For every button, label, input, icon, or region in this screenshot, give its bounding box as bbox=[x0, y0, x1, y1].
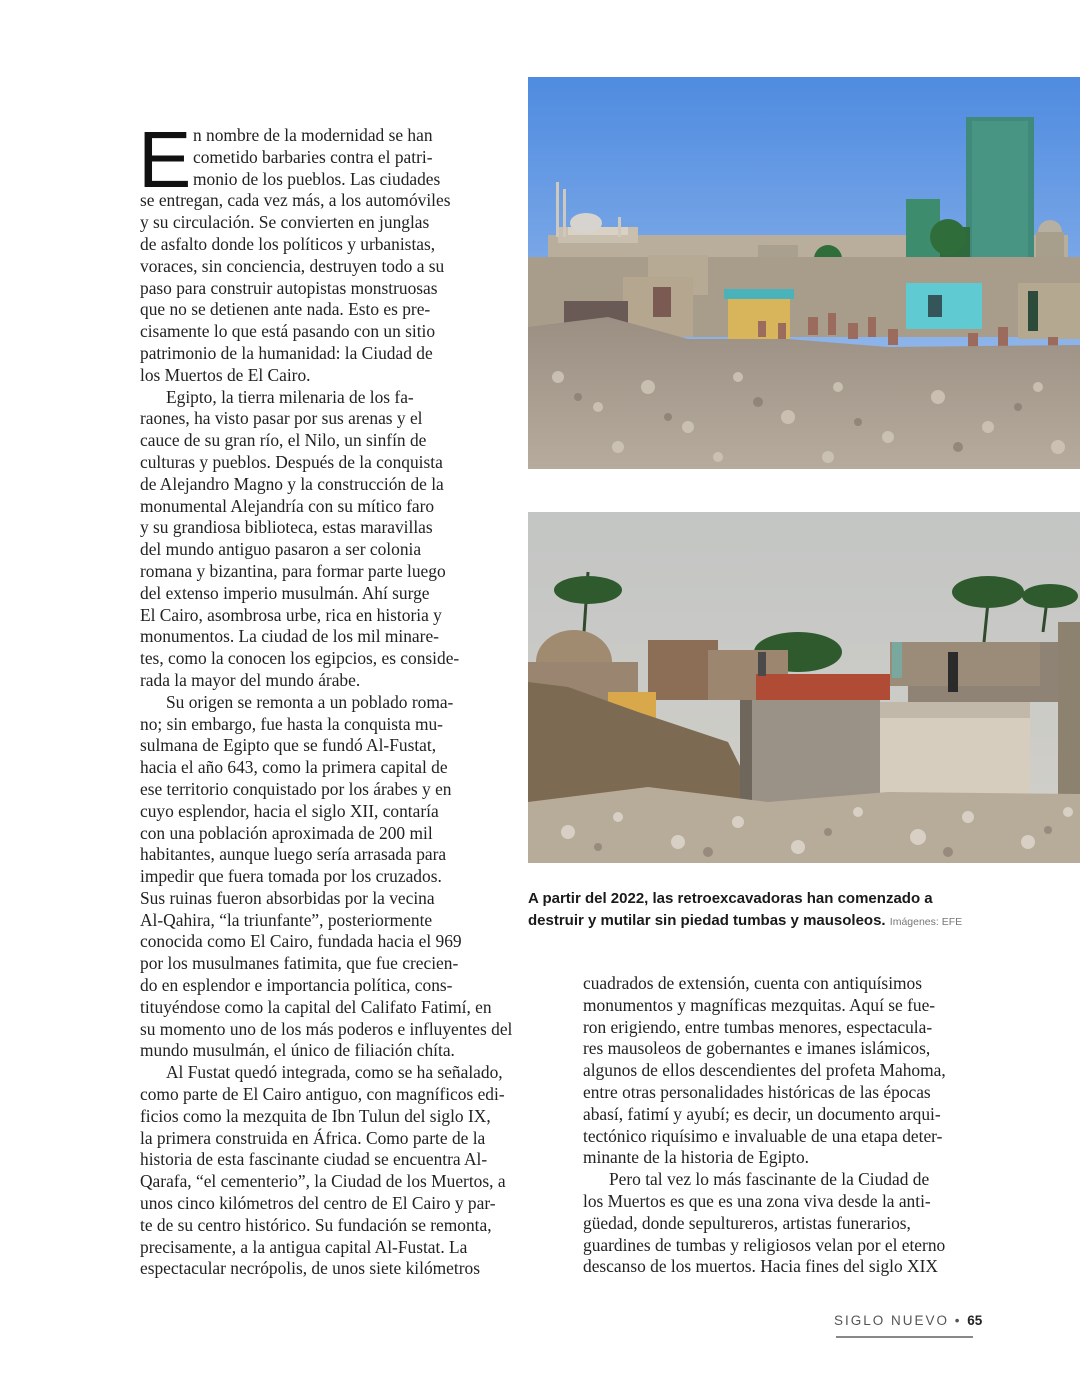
text-line: los Muertos de El Cairo. bbox=[140, 364, 311, 385]
folio-separator: • bbox=[954, 1313, 962, 1328]
article-column-right bbox=[583, 973, 987, 1278]
text-line: descanso de los muertos. Hacia fines del siglo XIX bbox=[583, 1256, 938, 1277]
article-column-left bbox=[138, 115, 544, 1280]
text-line: tectónico riquísimo e invaluable de una etapa deter- bbox=[583, 1125, 943, 1146]
text-line: que no se detienen ante nada. Esto es pre- bbox=[140, 299, 431, 320]
text-line: monumentos y magníficas mezquitas. Aquí se fue- bbox=[583, 994, 936, 1015]
text-line: guardines de tumbas y religiosos velan por el eterno bbox=[583, 1234, 946, 1255]
text-line: y su grandiosa biblioteca, estas maravillas bbox=[140, 517, 433, 538]
article-paragraph bbox=[140, 692, 544, 1063]
text-line: como parte de El Cairo antiguo, con magníficos edi- bbox=[140, 1084, 505, 1105]
text-line: n nombre de la modernidad se han bbox=[193, 125, 433, 145]
text-line: por los musulmanes fatimita, que fue crecien- bbox=[140, 953, 459, 974]
text-line: los Muertos es que es una zona viva desde la anti- bbox=[583, 1190, 931, 1211]
text-line: monumentos. La ciudad de los mil minare- bbox=[140, 626, 439, 647]
text-line: algunos de ellos descendientes del profeta Mahoma, bbox=[583, 1060, 946, 1081]
text-line: tes, como la conocen los egipcios, es conside- bbox=[140, 648, 460, 669]
article-paragraph bbox=[140, 1062, 544, 1280]
text-line: del mundo antiguo pasaron a ser colonia bbox=[140, 539, 422, 560]
text-line: ficios como la mezquita de Ibn Tulun del siglo IX, bbox=[140, 1105, 491, 1126]
folio-rule bbox=[836, 1336, 973, 1338]
text-line: te de su centro histórico. Su fundación se remonta, bbox=[140, 1214, 492, 1235]
text-line: y su circulación. Se convierten en junglas bbox=[140, 212, 430, 233]
article-paragraph bbox=[583, 973, 987, 1169]
text-line: voraces, sin conciencia, destruyen todo a su bbox=[140, 255, 445, 276]
text-line: impedir que fuera tomada por los cruzados. bbox=[140, 866, 442, 887]
page-number: 65 bbox=[967, 1313, 983, 1328]
text-line: espectacular necrópolis, de unos siete kilómetros bbox=[140, 1258, 480, 1279]
text-line: cometido barbaries contra el patri- bbox=[193, 146, 433, 167]
text-line: no; sin embargo, fue hasta la conquista mu- bbox=[140, 713, 443, 734]
text-line: Egipto, la tierra milenaria de los fa- bbox=[166, 386, 414, 407]
text-line: ron erigiendo, entre tumbas menores, espectacula- bbox=[583, 1016, 933, 1037]
text-line: rada la mayor del mundo árabe. bbox=[140, 669, 361, 690]
text-line: precisamente, a la antigua capital Al-Fustat. La bbox=[140, 1236, 468, 1257]
text-line: ese territorio conquistado por los árabes y en bbox=[140, 778, 452, 799]
text-line: raones, ha visto pasar por sus arenas y el bbox=[140, 408, 423, 429]
text-line: se entregan, cada vez más, a los automóviles bbox=[140, 190, 451, 211]
photo-caption bbox=[528, 888, 998, 933]
text-line: cuadrados de extensión, cuenta con antiquísimos bbox=[583, 973, 923, 993]
text-line: la primera construida en África. Como parte de la bbox=[140, 1127, 486, 1148]
text-line: conocida como El Cairo, fundada hacia el 969 bbox=[140, 931, 462, 952]
text-line: romana y bizantina, para formar parte luego bbox=[140, 560, 446, 581]
text-line: cuyo esplendor, hacia el siglo XII, contaría bbox=[140, 800, 439, 821]
text-line: do en esplendor e importancia política, cons- bbox=[140, 975, 453, 996]
text-line: res mausoleos de gobernantes e imanes islámicos, bbox=[583, 1038, 931, 1059]
text-line: del extenso imperio musulmán. Ahí surge bbox=[140, 582, 430, 603]
text-line: cisamente lo que está pasando con un sitio bbox=[140, 321, 436, 342]
photo-cemetery-demolition bbox=[528, 77, 1080, 469]
text-line: monio de los pueblos. Las ciudades bbox=[193, 168, 441, 189]
publication-name: SIGLO NUEVO bbox=[834, 1313, 950, 1328]
text-line: El Cairo, asombrosa urbe, rica en historia y bbox=[140, 604, 442, 625]
text-line: mundo musulmán, el único de filiación chíta. bbox=[140, 1040, 455, 1061]
text-line: entre otras personalidades históricas de las épocas bbox=[583, 1081, 931, 1102]
text-line: patrimonio de la humanidad: la Ciudad de bbox=[140, 342, 433, 363]
text-line: con una población aproximada de 200 mil bbox=[140, 822, 433, 843]
text-line: Al Fustat quedó integrada, como se ha señalado, bbox=[166, 1062, 503, 1083]
text-line: hacia el año 643, como la primera capital de bbox=[140, 757, 448, 778]
text-line: tituyéndose como la capital del Califato Fatimí, en bbox=[140, 996, 492, 1017]
text-line: de asfalto donde los políticos y urbanistas, bbox=[140, 233, 436, 254]
text-line: cauce de su gran río, el Nilo, un sinfín de bbox=[140, 430, 427, 451]
text-line: abasí, fatimí y ayubí; es decir, un documento arqui- bbox=[583, 1103, 941, 1124]
text-line: su momento uno de los más poderos e influyentes del bbox=[140, 1018, 513, 1039]
drop-cap: E bbox=[138, 115, 192, 204]
text-line: güedad, donde sepultureros, artistas funerarios, bbox=[583, 1212, 911, 1233]
text-line: sulmana de Egipto que se fundó Al-Fustat, bbox=[140, 735, 437, 756]
text-line: paso para construir autopistas monstruosas bbox=[140, 277, 438, 298]
text-line: monumental Alejandría con su mítico faro bbox=[140, 495, 435, 516]
article-paragraph bbox=[583, 1169, 987, 1278]
photo-demolished-mausoleum bbox=[528, 512, 1080, 863]
photo-credit: Imágenes: EFE bbox=[889, 916, 963, 928]
caption-line-2: destruir y mutilar sin piedad tumbas y mausoleos. bbox=[528, 912, 886, 929]
text-line: Al-Qahira, “la triunfante”, posteriormente bbox=[140, 909, 433, 930]
text-line: Pero tal vez lo más fascinante de la Ciudad de bbox=[609, 1169, 930, 1190]
text-line: unos cinco kilómetros del centro de El Cairo y par- bbox=[140, 1193, 496, 1214]
article-paragraph bbox=[138, 115, 544, 387]
text-line: culturas y pueblos. Después de la conquista bbox=[140, 451, 443, 472]
page-folio bbox=[834, 1313, 983, 1328]
article-paragraph bbox=[140, 387, 544, 692]
text-line: de Alejandro Magno y la construcción de la bbox=[140, 473, 444, 494]
text-line: historia de esta fascinante ciudad se encuentra Al- bbox=[140, 1149, 488, 1170]
text-line: habitantes, aunque luego sería arrasada para bbox=[140, 844, 447, 865]
text-line: Su origen se remonta a un poblado roma- bbox=[166, 691, 454, 712]
text-line: Qarafa, “el cementerio”, la Ciudad de los Muertos, a bbox=[140, 1171, 506, 1192]
text-line: minante de la historia de Egipto. bbox=[583, 1147, 810, 1168]
caption-line-1: A partir del 2022, las retroexcavadoras han comenzado a bbox=[528, 890, 933, 907]
text-line: Sus ruinas fueron absorbidas por la vecina bbox=[140, 887, 435, 908]
